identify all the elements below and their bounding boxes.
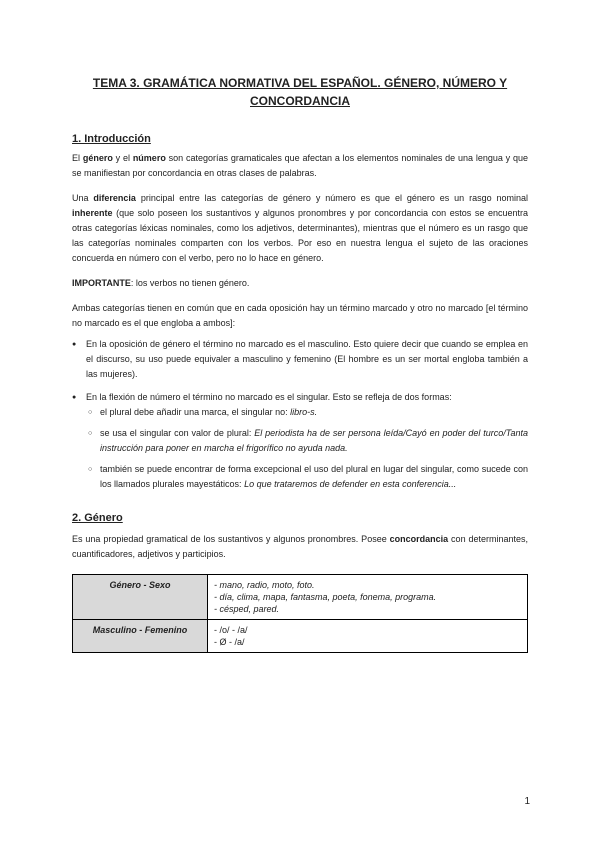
sub-item-majestic-plural: ○ también se puede encontrar de forma excepcional el uso del plural en lugar del singular, como sucede con los llamados plurales mayestáticos: Lo que trataremos de defender en esta conferencia... xyxy=(86,462,528,492)
table-key-cell: Género - Sexo xyxy=(73,575,208,620)
page-title: TEMA 3. GRAMÁTICA NORMATIVA DEL ESPAÑOL. GÉNERO, NÚMERO Y CONCORDANCIA xyxy=(92,76,508,108)
list-item-number: ● En la flexión de número el término no marcado es el singular. Esto se refleja de dos formas: ○ el plural debe añadir una marca, el singular no: libro-s. ○ se usa el singular con valor de plural: El periodista ha de ser persona leída/Cayó en poder del turco/Tanta instrucción para poner en marcha el frigorífico no ayuda nada. ○ también se puede encontrar de forma excepcional el uso del plural en lugar del singular, como sucede con los llamados plurales mayestáticos: Lo que trataremos de defender en esta conferencia... xyxy=(72,390,528,492)
sub-list xyxy=(86,405,528,492)
table-value-cell: - mano, radio, moto, foto. - día, clima, mapa, fantasma, poeta, fonema, programa. - césped, pared. xyxy=(208,575,528,620)
bullet-list xyxy=(72,337,528,492)
difference-paragraph: Una diferencia principal entre las categorías de género y número es que el género es un rasgo nominal inherente (que solo poseen los sustantivos y algunos pronombres y por concordancia con estos se encuentra otras categorías léxicas nominales, como los adjetivos, determinantes), mientras que el número es un rasgo que las categorías nominales comparten con los verbos. Por eso en nuestra lengua el sujeto de las oraciones concuerda en número con el verbo, pero no lo hace en género. xyxy=(72,193,529,263)
table-value-cell: - /o/ - /a/ - Ø - /a/ xyxy=(208,620,528,653)
gender-paragraph: Es una propiedad gramatical de los sustantivos y algunos pronombres. Posee concordancia con determinantes, cuantificadores, adjetivos y participios. xyxy=(72,534,529,559)
important-note: IMPORTANTE: los verbos no tienen género. xyxy=(72,278,250,288)
sub-item-singular-plural: ○ se usa el singular con valor de plural: El periodista ha de ser persona leída/Cayó en poder del turco/Tanta instrucción para poner en marcha el frigorífico no ayuda nada. xyxy=(86,426,528,456)
section-heading-introduccion: 1. Introducción xyxy=(72,133,151,145)
table-row xyxy=(73,620,528,653)
section-heading-genero: 2. Género xyxy=(72,512,123,524)
document-page xyxy=(72,70,528,653)
table-row xyxy=(73,575,528,620)
sub-item-plural-mark: ○ el plural debe añadir una marca, el singular no: libro-s. xyxy=(86,405,528,420)
table-key-cell: Masculino - Femenino xyxy=(73,620,208,653)
intro-paragraph: El género y el número son categorías gramaticales que afectan a los elementos nominales de una lengua y que se manifiestan por concordancia en otras clases de palabras. xyxy=(72,153,528,178)
marked-terms-paragraph: Ambas categorías tienen en común que en cada oposición hay un término marcado y otro no marcado [el término no marcado es el que engloba a ambos]: xyxy=(72,303,528,328)
page-number: 1 xyxy=(524,796,530,807)
list-item-gender: ● En la oposición de género el término no marcado es el masculino. Esto quiere decir que cuando se emplea en el discurso, su uso puede equivaler a masculino y femenino (El hombre es un ser mortal engloba también a las mujeres). xyxy=(72,337,528,382)
gender-table xyxy=(72,574,528,653)
